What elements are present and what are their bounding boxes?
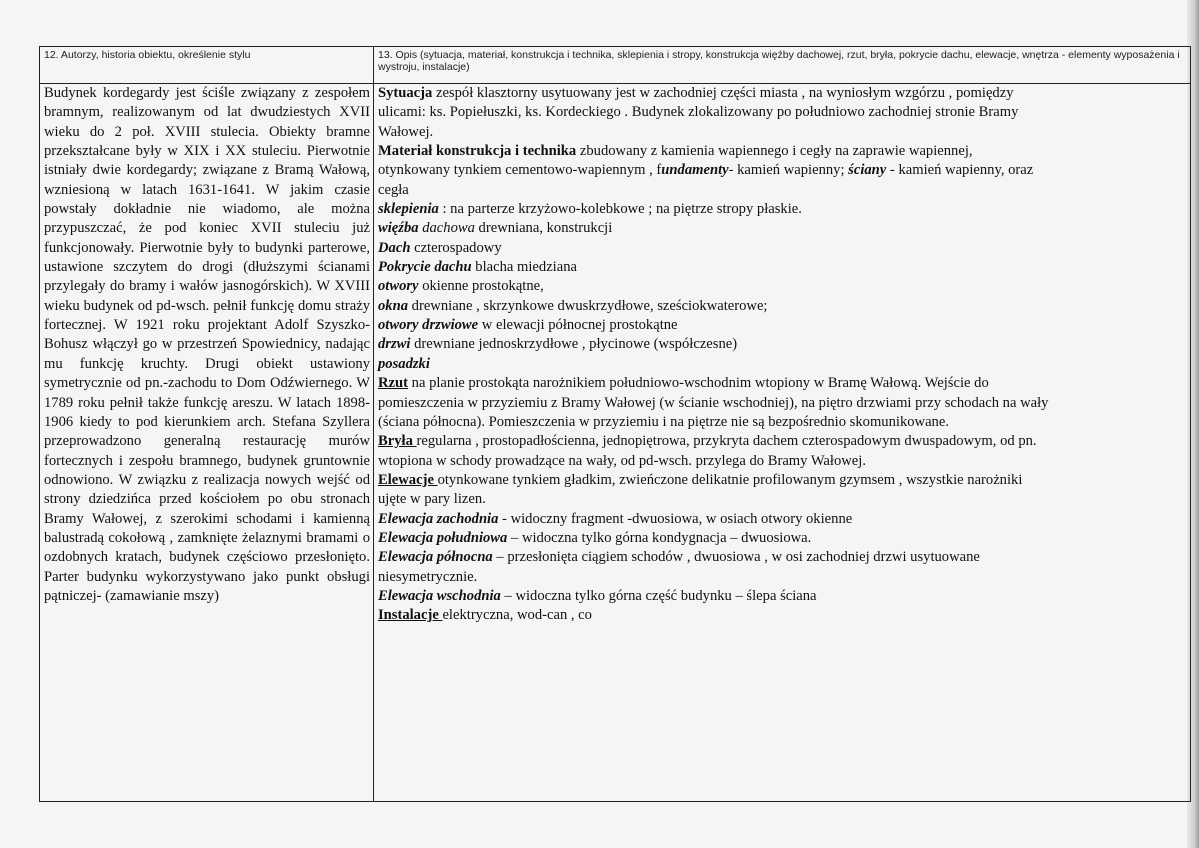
otwory-label: otwory [378,278,419,295]
rzut-label: Rzut [378,375,408,392]
fundamenty-label: undamenty [661,162,729,179]
bryla-line-1: Bryła regularna , prostopadłościenna, jednopiętrowa, przykryta dachem czterospadowym dwuspadowym, od pn. [378,433,1037,450]
history-text: Budynek kordegardy jest ściśle związany z zespołem bramnym, realizowanym od lat dwudziestych XVII wieku do 2 poł. XVIII stulecia. Obiekty bramne przekształcane były w XIX i XX stuleciu. Pierwotnie istniały dwie kordegardy; związane z Bramą Wałową, wzniesioną w latach 1631-1641. W jakim czasie powstały dokładnie nie wiadomo, ale można przypuszczać, że pod koniec XVII stuleciu już funkcjonowały. Pierwotnie były to budynki parterowe, ustawione szczytem do drogi (dłuższymi ścianami przylegały do bramy i wałów jasnogórskich). W XVIII wieku budynek od pd-wsch. pełnił funkcję domu straży fortecznej. W 1921 roku projektant Adolf Szyszko-Bohusz włączył go w przestrzeń Spowiednicy, nadając mu funkcję kruchty. Drugi obiekt ustawiony symetrycznie od pn.-zachodu to Dom Odźwiernego. W 1789 roku pełnił także funkcję areszu. W latach 1898-1906 kiedy to pod kierunkiem arch. Stefana Szyllera przeprowadzono generalną restaurację murów fortecznych i zespołu bramnego, budynek gruntownie odnowiono. W związku z realizacja nowych wejść od strony dziedzińca przed kościołem po obu stronach Bramy Wałowej, z szerokimi schodami i kamienną balustradą cokołową , zamknięte żelaznymi bramami o ozdobnych kratach, budynek częściowo przesłonięto. Parter budynku wykorzystywano jako punkt obsługi pątniczej- (zamawianie mszy) [44,85,370,604]
dach-label: Dach [378,239,411,256]
bryla-line-2: wtopiona w schody prowadzące na wały, od pd-wsch. przylega do Bramy Wałowej. [378,452,866,469]
description-text [374,84,1190,626]
elewacja-poludniowa-label: Elewacja południowa [378,529,508,546]
elewacje-line-1: Elewacje otynkowane tynkiem gładkim, zwieńczone delikatnie profilowanym gzymsem , wszystkie narożniki [378,471,1023,488]
instalacje-label: Instalacje [378,607,443,624]
wiezba-line: więźba dachowa drewniana, konstrukcji [378,220,613,237]
description-cell [374,84,1191,802]
sytuacja-line-2: ulicami: ks. Popiełuszki, ks. Kordeckiego . Budynek zlokalizowany po południowo zachodniej stronie Bramy [378,104,1019,121]
elewacja-polnocna-line-2: niesymetrycznie. [378,568,478,585]
drzwiowe-label: otwory drzwiowe [378,317,479,334]
elewacja-wschodnia-line: Elewacja wschodnia – widoczna tylko górna część budynku – ślepa ściana [378,587,817,604]
header-col-13: 13. Opis (sytuacja, materiał, konstrukcja i technika, sklepienia i stropy, konstrukcja więźby dachowej, rzut, bryła, pokrycie dachu, elewacje, wnętrza - elementy wyposażenia i wystroju, instalacje) [374,47,1191,84]
dach-line: Dach czterospadowy [378,239,502,256]
elewacja-zachodnia-label: Elewacja zachodnia [378,510,499,527]
elewacje-label: Elewacje [378,471,438,488]
okna-label: okna [378,297,409,314]
okna-line: okna drewniane , skrzynkowe dwuskrzydłowe, sześciokwaterowe; [378,297,768,314]
pokrycie-label: Pokrycie dachu [378,259,472,276]
drzwi-label: drzwi [378,336,411,353]
elewacja-zachodnia-line: Elewacja zachodnia - widoczny fragment -dwuosiowa, w osiach otwory okienne [378,510,853,527]
sciany-label: ściany [848,162,887,179]
sklepienia-label: sklepienia [378,201,439,218]
bryla-label: Bryła [378,433,417,450]
rzut-line-2: pomieszczenia w przyziemiu z Bramy Wałowej (w ścianie wschodniej), na piętro drzwiami przy schodach na wały [378,394,1049,411]
elewacje-line-2: ujęte w pary lizen. [378,491,486,508]
elewacja-poludniowa-line: Elewacja południowa – widoczna tylko górna kondygnacja – dwuosiowa. [378,529,812,546]
elewacja-polnocna-label: Elewacja północna [378,549,493,566]
inventory-form-table [39,46,1191,802]
pokrycie-line: Pokrycie dachu blacha miedziana [378,259,577,276]
drzwiowe-line: otwory drzwiowe w elewacji północnej prostokątne [378,317,678,334]
sytuacja-line-3: Wałowej. [378,123,434,140]
rzut-line-3: (ściana północna). Pomieszczenia w przyziemiu i na piętrze nie są bezpośrednio skomunikowane. [378,413,949,430]
header-col-12: 12. Autorzy, historia obiektu, określenie stylu [40,47,374,84]
otwory-line: otwory okienne prostokątne, [378,278,544,295]
rzut-line-1: Rzut na planie prostokąta narożnikiem południowo-wschodnim wtopiony w Bramę Wałową. Wejście do [378,375,989,392]
instalacje-line: Instalacje elektryczna, wod-can , co [378,607,592,624]
material-line-2: otynkowany tynkiem cementowo-wapiennym , fundamenty- kamień wapienny; ściany - kamień wapienny, oraz [378,162,1034,179]
sytuacja-label: Sytuacja [378,85,433,101]
drzwi-line: drzwi drewniane jednoskrzydłowe , płycinowe (współczesne) [378,336,738,353]
history-cell [40,84,374,802]
sklepienia-line: sklepienia : na parterze krzyżowo-kolebkowe ; na piętrze stropy płaskie. [378,201,802,218]
elewacja-polnocna-line-1: Elewacja północna – przesłonięta ciągiem schodów , dwuosiowa , w osi zachodniej drzwi usytuowane [378,549,980,566]
posadzki-label: posadzki [378,355,430,372]
material-line-1: Materiał konstrukcja i technika zbudowany z kamienia wapiennego i cegły na zaprawie wapiennej, [378,143,973,160]
wiezba-label: więźba [378,220,419,237]
material-line-3: cegła [378,181,409,198]
material-label: Materiał konstrukcja i technika [378,143,577,160]
sytuacja-line-1: Sytuacja zespół klasztorny usytuowany jest w zachodniej części miasta , na wyniosłym wzgórzu , pomiędzy [378,85,1014,101]
elewacja-wschodnia-label: Elewacja wschodnia [378,587,501,604]
posadzki-line [378,355,1186,374]
